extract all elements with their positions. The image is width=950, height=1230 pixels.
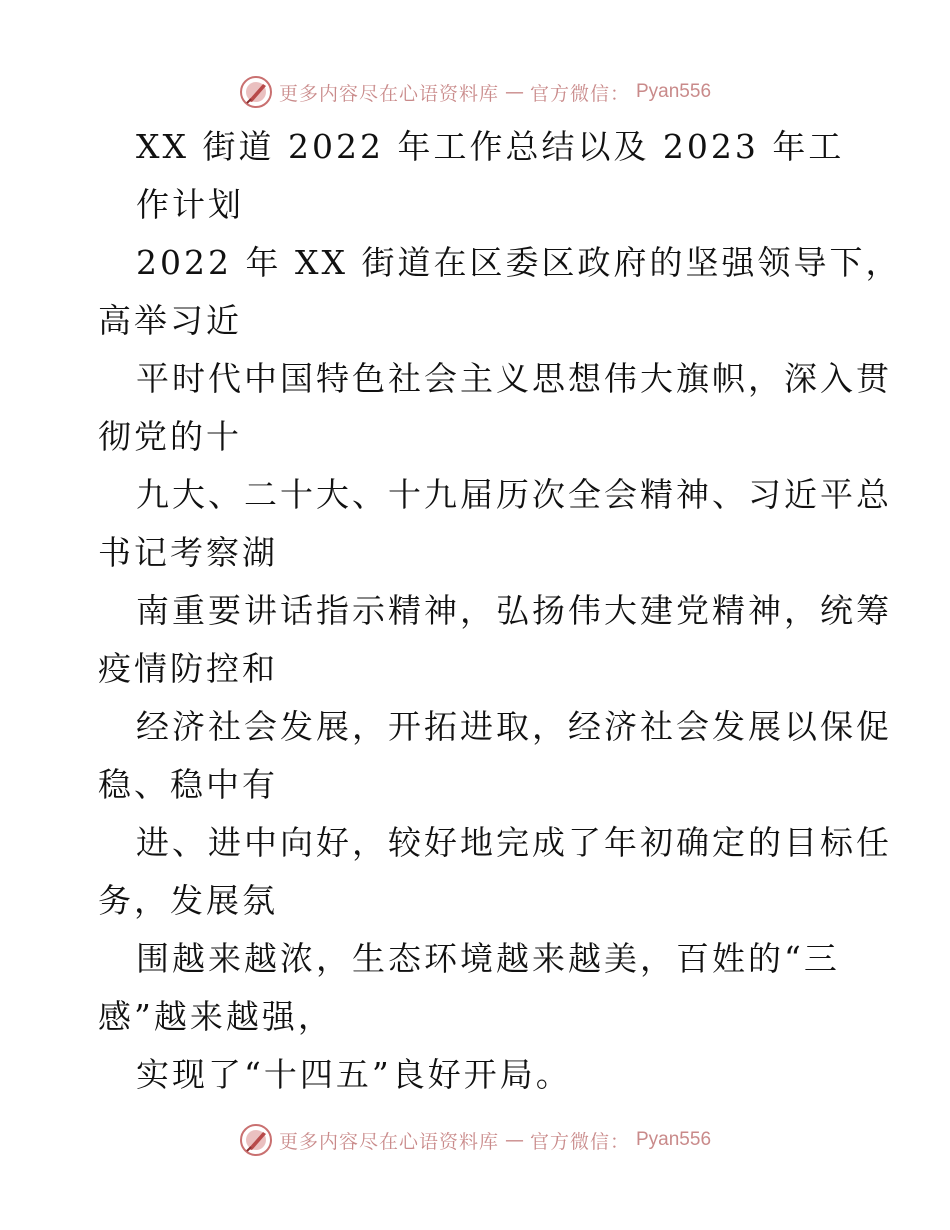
banner-separator: — [504, 1129, 524, 1151]
body-line: 实现了“十四五”良好开局。 [136, 1055, 572, 1094]
body-line: 疫情防控和 [98, 649, 278, 688]
body-line: 稳、稳中有 [98, 765, 278, 804]
banner-main-text: 更多内容尽在心语资料库 [278, 1130, 499, 1153]
header-banner [0, 72, 950, 112]
quill-logo-icon [239, 75, 273, 109]
body-line: 围越来越浓，生态环境越来越美，百姓的“三 [136, 939, 840, 978]
banner-wechat-label: 官方微信： [529, 1130, 630, 1153]
body-line: 南重要讲话指示精神，弘扬伟大建党精神，统筹 [136, 591, 892, 630]
quill-logo-icon [239, 1123, 273, 1157]
body-line: 书记考察湖 [98, 533, 278, 572]
document-title-line-1: XX 街道 2022 年工作总结以及 2023 年工 [136, 127, 845, 166]
body-line: 经济社会发展，开拓进取，经济社会发展以保促 [136, 707, 892, 746]
body-line: 进、进中向好，较好地完成了年初确定的目标任 [136, 823, 892, 862]
document-title-line-2: 作计划 [136, 185, 244, 224]
banner-wechat-label: 官方微信： [529, 82, 630, 105]
body-line: 感”越来越强， [98, 997, 334, 1036]
banner-wechat-id: Pyan556 [636, 1129, 712, 1150]
banner-wechat-id: Pyan556 [636, 81, 712, 102]
banner-separator: — [504, 81, 524, 103]
body-line: 高举习近 [98, 301, 242, 340]
footer-banner [0, 1120, 950, 1160]
body-line: 2022 年 XX 街道在区委区政府的坚强领导下， [136, 243, 902, 282]
banner-main-text: 更多内容尽在心语资料库 [278, 82, 499, 105]
body-line: 彻党的十 [98, 417, 242, 456]
body-line: 务，发展氛 [98, 881, 278, 920]
body-line: 平时代中国特色社会主义思想伟大旗帜，深入贯 [136, 359, 892, 398]
body-line: 九大、二十大、十九届历次全会精神、习近平总 [136, 475, 892, 514]
